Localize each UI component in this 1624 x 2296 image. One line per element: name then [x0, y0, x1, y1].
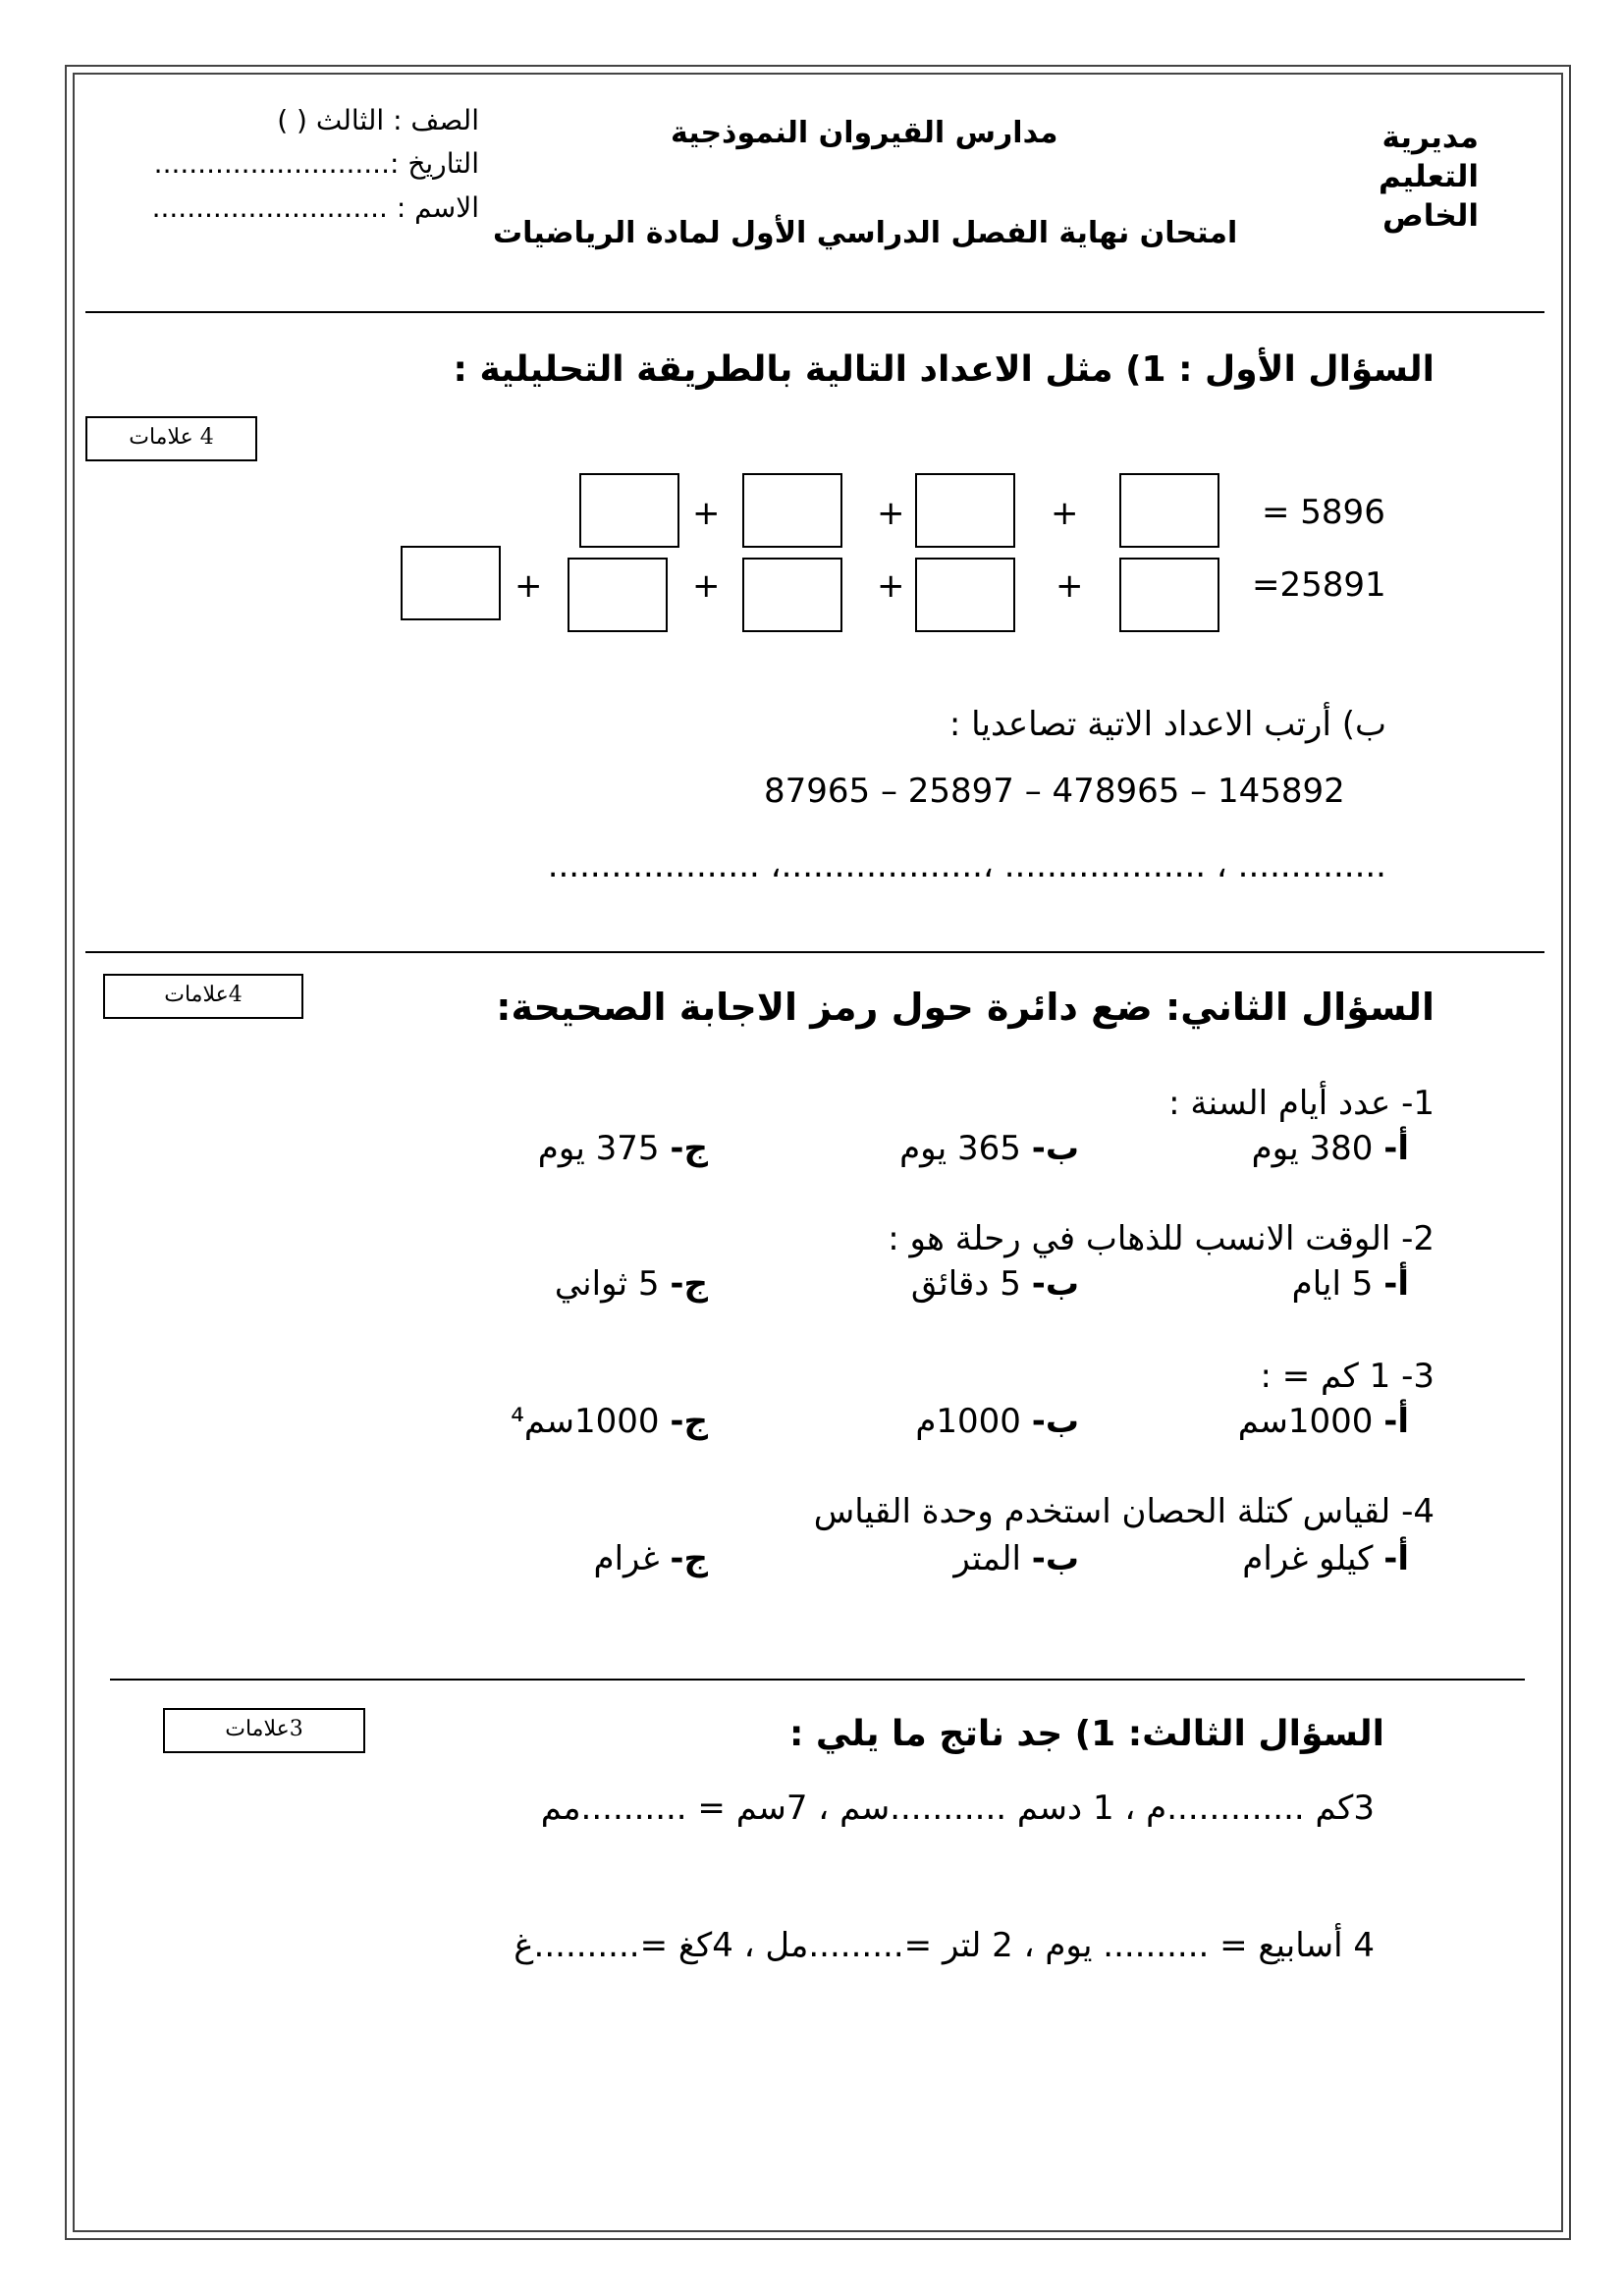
q2-item3-option-b[interactable]	[915, 1402, 1079, 1441]
q2-item1-option-a[interactable]	[1252, 1129, 1409, 1168]
q2-item2-option-c[interactable]	[555, 1264, 708, 1304]
q2-item1-letter-b: ب-	[1031, 1129, 1079, 1168]
q2-item1-option-c[interactable]	[538, 1129, 708, 1168]
q2-item3-text-c: 1000سم⁴	[511, 1402, 660, 1441]
q2-item3-option-a[interactable]	[1238, 1402, 1409, 1441]
q1-row1-box-3[interactable]	[742, 473, 842, 548]
q2-item2-letter-a: أ-	[1383, 1264, 1409, 1304]
school-name: مدارس القيروان النموذجية	[671, 116, 1058, 150]
q2-item4-option-a[interactable]	[1242, 1539, 1409, 1578]
q2-item1-option-b[interactable]	[899, 1129, 1079, 1168]
q2-item3-letter-c: ج-	[670, 1402, 708, 1441]
q1-row1-box-2[interactable]	[915, 473, 1015, 548]
q1-row2-number: =25891	[1252, 565, 1386, 605]
q1-row1-plus-1: +	[1051, 494, 1079, 533]
q2-item4-option-b[interactable]	[953, 1539, 1079, 1578]
q2-item1-text-c: 375 يوم	[537, 1129, 660, 1168]
q1-row1-plus-3: +	[692, 494, 721, 533]
directorate-label: مديرية التعليم الخاص	[1378, 120, 1479, 234]
q2-item2-text-c: 5 ثواني	[554, 1264, 660, 1304]
q2-item2-text-a: 5 ايام	[1291, 1264, 1374, 1304]
q1-row2-plus-2: +	[877, 566, 905, 606]
q3-title: السؤال الثالث: 1) جد ناتج ما يلي :	[788, 1714, 1384, 1754]
q2-item1-question: 1- عدد أيام السنة :	[1168, 1084, 1435, 1123]
divider-1	[85, 311, 1544, 313]
q1-numbers-list: 87965 – 25897 – 478965 – 145892	[764, 772, 1345, 811]
q2-item1-text-a: 380 يوم	[1251, 1129, 1374, 1168]
q2-item2-text-b: 5 دقائق	[910, 1264, 1021, 1304]
q2-item4-letter-a: أ-	[1383, 1539, 1409, 1578]
grade-field[interactable]: الصف : الثالث ( )	[277, 104, 479, 136]
q2-item3-option-c[interactable]	[511, 1402, 708, 1441]
q2-item2-letter-c: ج-	[670, 1264, 708, 1304]
q2-item3-letter-b: ب-	[1031, 1402, 1079, 1441]
q1-row2-plus-3: +	[692, 566, 721, 606]
date-field[interactable]: التاريخ :...........................	[153, 147, 479, 180]
divider-3	[110, 1679, 1525, 1681]
name-field[interactable]: الاسم : ...........................	[151, 191, 479, 224]
q2-item4-text-b: المتر	[953, 1539, 1021, 1578]
q1-row2-box-1[interactable]	[1119, 558, 1219, 632]
q1-row2-box-3[interactable]	[742, 558, 842, 632]
q2-item1-text-b: 365 يوم	[899, 1129, 1021, 1168]
q2-item4-text-c: غرام	[593, 1539, 660, 1578]
q2-item2-letter-b: ب-	[1031, 1264, 1079, 1304]
q2-item4-question: 4- لقياس كتلة الحصان استخدم وحدة القياس	[813, 1492, 1435, 1531]
q2-item4-letter-b: ب-	[1031, 1539, 1079, 1578]
q2-marks-box: 4علامات	[103, 974, 303, 1019]
q1-row1-number: = 5896	[1262, 493, 1385, 532]
q2-item2-option-b[interactable]	[911, 1264, 1079, 1304]
q1-row2-plus-4: +	[514, 566, 543, 606]
q2-item2-question: 2- الوقت الانسب للذهاب في رحلة هو :	[888, 1219, 1435, 1258]
q2-item3-text-b: 1000م	[915, 1402, 1021, 1441]
q2-item4-option-c[interactable]	[594, 1539, 708, 1578]
q3-line-1[interactable]: 3كم .............م ، 1 دسم ...........سم ، 7سم = ..........مم	[540, 1789, 1375, 1828]
q2-item3-letter-a: أ-	[1383, 1402, 1409, 1441]
q2-item4-letter-c: ج-	[670, 1539, 708, 1578]
q1-answer-line[interactable]: .............. ، ................... ،...................، ....................	[547, 846, 1386, 885]
q1-row2-plus-1: +	[1056, 566, 1084, 606]
q1-marks-box: 4 علامات	[85, 416, 257, 461]
q2-item3-question: 3- 1 كم = :	[1260, 1357, 1435, 1396]
q1-title: السؤال الأول : 1) مثل الاعداد التالية بالطريقة التحليلية :	[453, 349, 1435, 390]
q1-row1-box-4[interactable]	[579, 473, 679, 548]
q1-part-b-title: ب) أرتب الاعداد الاتية تصاعديا :	[948, 705, 1386, 744]
q2-item3-text-a: 1000سم	[1237, 1402, 1374, 1441]
q2-item1-letter-c: ج-	[670, 1129, 708, 1168]
q3-line-2[interactable]: 4 أسابيع = .......... يوم ، 2 لتر =.........مل ، 4كغ =..........غ	[514, 1926, 1375, 1965]
q1-row2-box-5[interactable]	[401, 546, 501, 620]
q2-item1-letter-a: أ-	[1383, 1129, 1409, 1168]
q3-marks-box: 3علامات	[163, 1708, 365, 1753]
q2-title: السؤال الثاني: ضع دائرة حول رمز الاجابة الصحيحة:	[496, 986, 1435, 1029]
q2-item2-option-a[interactable]	[1292, 1264, 1409, 1304]
exam-title: امتحان نهاية الفصل الدراسي الأول لمادة الرياضيات	[493, 216, 1238, 250]
q1-row1-plus-2: +	[877, 494, 905, 533]
q1-row2-box-4[interactable]	[568, 558, 668, 632]
q2-item4-text-a: كيلو غرام	[1242, 1539, 1374, 1578]
divider-2	[85, 951, 1544, 953]
q1-row1-box-1[interactable]	[1119, 473, 1219, 548]
q1-row2-box-2[interactable]	[915, 558, 1015, 632]
